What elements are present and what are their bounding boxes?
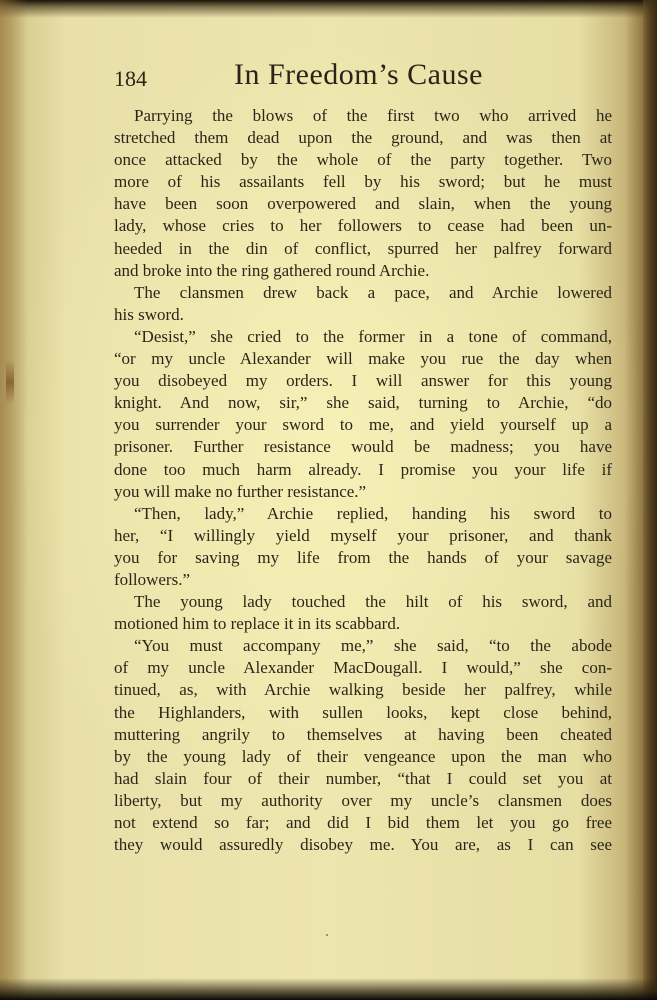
- text-line: the Highlanders, with sullen looks, kept close behind,: [114, 702, 612, 722]
- page-number: 184: [114, 66, 147, 91]
- paragraph: [114, 503, 612, 591]
- text-line: once attacked by the whole of the party together. Two: [114, 150, 612, 170]
- paper-speck: [326, 934, 328, 936]
- page-header: [114, 58, 614, 98]
- text-line: liberty, but my authority over my uncle’s clansmen does: [114, 790, 612, 810]
- text-line: knight. And now, sir,” she said, turning to Archie, “do: [114, 393, 612, 413]
- text-line: done too much harm already. I promise you your life if: [114, 459, 612, 479]
- text-line: tinued, as, with Archie walking beside her palfrey, while: [114, 680, 612, 700]
- text-line: The clansmen drew back a pace, and Archie lowered: [134, 282, 612, 302]
- text-line: muttering angrily to themselves at having been cheated: [114, 724, 612, 744]
- text-line: Parrying the blows of the first two who arrived he: [134, 106, 612, 125]
- page-edge-shadow: [643, 0, 657, 1000]
- text-line: they would assuredly disobey me. You are, as I can see: [114, 835, 612, 855]
- text-line: and broke into the ring gathered round Archie.: [114, 260, 430, 280]
- body-text: [114, 105, 612, 856]
- text-line: prisoner. Further resistance would be madness; you have: [114, 437, 612, 457]
- text-line: by the young lady of their vengeance upon the man who: [114, 746, 612, 766]
- paragraph: [114, 635, 612, 856]
- text-line: you surrender your sword to me, and yield yourself up a: [114, 415, 612, 435]
- text-line: her, “I willingly yield myself your prisoner, and thank: [114, 525, 612, 545]
- text-line: The young lady touched the hilt of his sword, and: [134, 592, 612, 612]
- text-line: you for saving my life from the hands of your savage: [114, 547, 612, 567]
- text-line: more of his assailants fell by his sword; but he must: [114, 172, 612, 192]
- paragraph: [114, 326, 612, 503]
- text-line: of my uncle Alexander MacDougall. I would,” she con-: [114, 658, 612, 678]
- running-title: In Freedom’s Cause: [234, 58, 483, 91]
- paragraph: [114, 282, 612, 326]
- text-line: “Then, lady,” Archie replied, handing his sword to: [134, 503, 612, 523]
- paragraph: [114, 105, 612, 282]
- text-line: lady, whose cries to her followers to cease had been un-: [114, 216, 612, 236]
- text-line: “Desist,” she cried to the former in a tone of command,: [134, 326, 612, 346]
- text-line: followers.”: [114, 569, 191, 589]
- text-line: not extend so far; and did I bid them let you go free: [114, 813, 612, 832]
- binding-stain: [6, 360, 14, 404]
- text-line: stretched them dead upon the ground, and was then at: [114, 128, 612, 148]
- text-line: heeded in the din of conflict, spurred her palfrey forward: [114, 238, 612, 258]
- text-line: had slain four of their number, “that I could set you at: [114, 768, 612, 788]
- text-line: you will make no further resistance.”: [114, 481, 367, 501]
- paragraph: [114, 591, 612, 635]
- text-line: have been soon overpowered and slain, when the young: [114, 194, 612, 214]
- text-line: his sword.: [114, 304, 184, 324]
- page-spine-shadow: [0, 0, 28, 1000]
- text-line: “You must accompany me,” she said, “to the abode: [134, 636, 612, 656]
- text-line: you disobeyed my orders. I will answer for this young: [114, 371, 612, 391]
- text-line: “or my uncle Alexander will make you rue the day when: [114, 349, 612, 369]
- text-line: motioned him to replace it in its scabbard.: [114, 614, 401, 634]
